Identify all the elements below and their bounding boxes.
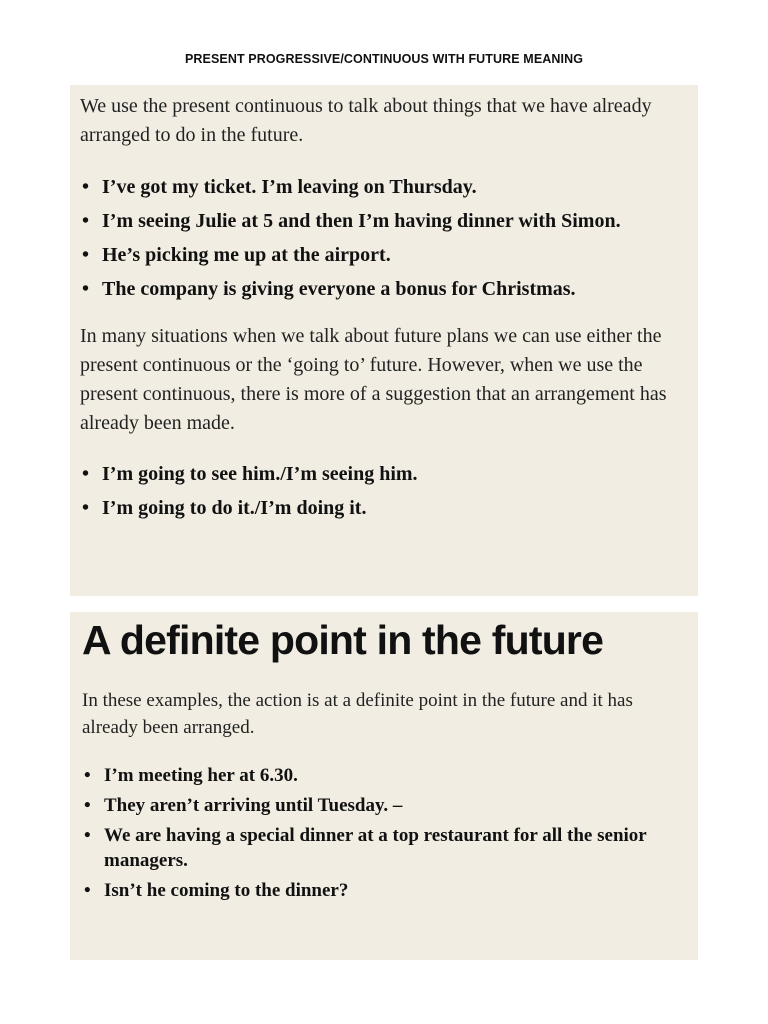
bullet-icon: •: [82, 244, 90, 266]
list-item: • The company is giving everyone a bonus for Christmas.: [80, 275, 686, 304]
bullet-icon: •: [82, 497, 90, 519]
list-item: • I’m going to see him./I’m seeing him.: [80, 460, 686, 489]
intro-paragraph: We use the present continuous to talk about things that we have already arranged to do in the future.: [80, 95, 652, 146]
list-item: • He’s picking me up at the airport.: [80, 241, 686, 270]
present-continuous-panel: [70, 85, 698, 596]
list-item: • They aren’t arriving until Tuesday. –: [84, 795, 403, 816]
bullet-icon: •: [84, 795, 91, 816]
bullet-icon: •: [82, 210, 90, 232]
bullet-icon: •: [84, 825, 91, 846]
bullet-icon: •: [84, 765, 91, 786]
list-item: • I’m going to do it./I’m doing it.: [80, 494, 686, 523]
list-item: • I’m seeing Julie at 5 and then I’m having dinner with Simon.: [80, 207, 686, 236]
definite-point-intro-paragraph: In these examples, the action is at a definite point in the future and it has already been arranged.: [82, 690, 633, 738]
list-item: • I’m meeting her at 6.30.: [84, 765, 298, 786]
bullet-icon: •: [84, 880, 91, 901]
list-item: • We are having a special dinner at a top restaurant for all the senior managers.: [84, 825, 647, 871]
arranged-examples-list: [80, 173, 686, 304]
comparison-examples-list: [80, 460, 686, 523]
bullet-icon: •: [82, 463, 90, 485]
bullet-icon: •: [82, 278, 90, 300]
page-title: PRESENT PROGRESSIVE/CONTINUOUS WITH FUTURE MEANING: [184, 52, 584, 66]
list-item: • Isn’t he coming to the dinner?: [84, 880, 349, 901]
bullet-icon: •: [82, 176, 90, 198]
section-heading: A definite point in the future: [82, 617, 604, 663]
going-to-note-paragraph: In many situations when we talk about future plans we can use either the present continuous or the ‘going to’ future. However, when we use the present continuous, there is more of a suggestion that an arrangement has already been made.: [80, 325, 667, 434]
list-item: • I’ve got my ticket. I’m leaving on Thursday.: [80, 173, 686, 202]
definite-point-examples-list: [82, 763, 688, 903]
definite-point-panel: [70, 612, 698, 960]
